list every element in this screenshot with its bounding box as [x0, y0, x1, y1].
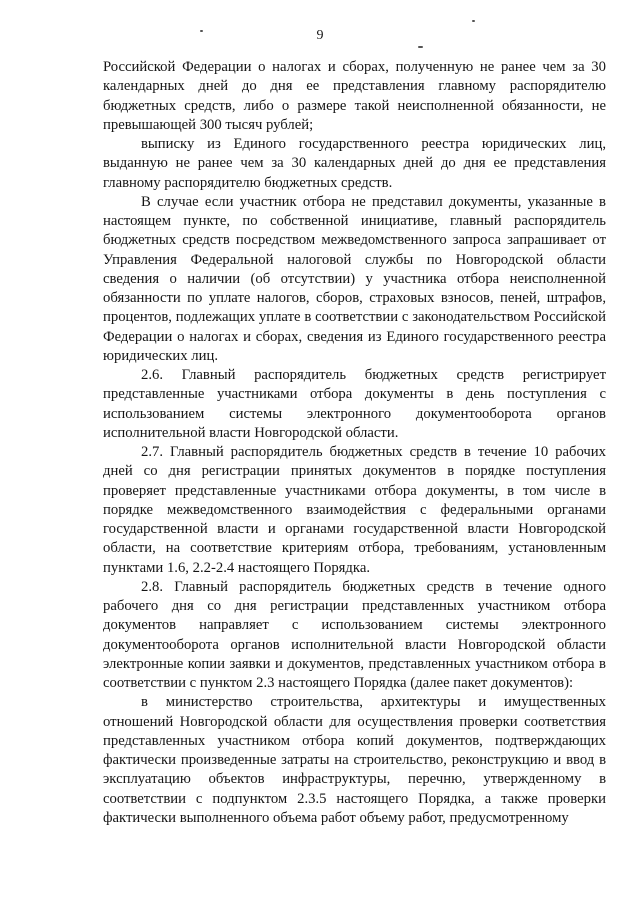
- paragraph-2-6: 2.6. Главный распорядитель бюджетных средств регистрирует представленные участниками отбора документы в день поступления с использованием системы электронного документооборота органов исполнительной власти Новгородской области.: [103, 367, 606, 441]
- paragraph-interagency-request: В случае если участник отбора не представил документы, указанные в настоящем пункте, по собственной инициативе, главный распорядитель бюджетных средств посредством межведомственного запроса запрашивает от Управления Федеральной налоговой службы по Новгородской области сведения о наличии (об отсутствии) у участника отбора неисполненной обязанности по уплате налогов, сборов, страховых взносов, пеней, штрафов, процентов, подлежащих уплате в соответствии с законодательством Российской Федерации о налогах и сборах, сведения из Единого государственного реестра юридических лиц.: [103, 193, 606, 364]
- document-body: [103, 58, 606, 828]
- paragraph-egrul-extract: выписку из Единого государственного реестра юридических лиц, выданную не ранее чем за 30 календарных дней до дня ее представления главному распорядителю бюджетных средств.: [103, 136, 606, 191]
- scan-speck: [418, 46, 423, 48]
- paragraph-2-7: 2.7. Главный распорядитель бюджетных средств в течение 10 рабочих дней со дня регистрации принятых документов в порядке поступления проверяет представленные участниками отбора документы, в том числе в порядке межведомственного взаимодействия с федеральными органами государственной власти и органами государственной власти Новгородской области, на соответствие критериям отбора, требованиям, установленным пунктами 1.6, 2.2-2.4 настоящего Порядка.: [103, 444, 606, 576]
- page-number: 9: [316, 28, 324, 43]
- paragraph-tax-certificate-continuation: Российской Федерации о налогах и сборах, полученную не ранее чем за 30 календарных дней до дня ее представления главному распорядителю бюджетных средств, либо о размере такой неисполненной обязанности, не превышающей 300 тысяч рублей;: [103, 59, 606, 133]
- scan-speck: [200, 30, 203, 32]
- paragraph-ministry-construction: в министерство строительства, архитектуры и имущественных отношений Новгородской области для осуществления проверки соответствия представленных участником отбора копий документов, подтверждающих фактически произведенные затраты на строительство, реконструкцию и ввод в эксплуатацию объектов инфраструктуры, перечню, утвержденному в соответствии с подпунктом 2.3.5 настоящего Порядка, а также проверки фактически выполненного объема работ объему работ, предусмотренному: [103, 694, 606, 826]
- paragraph-2-8: 2.8. Главный распорядитель бюджетных средств в течение одного рабочего дня со дня регистрации представленных участником отбора документов направляет с использованием системы электронного документооборота органов исполнительной власти Новгородской области электронные копии заявки и документов, представленных участником отбора в соответствии с пунктом 2.3 настоящего Порядка (далее пакет документов):: [103, 578, 606, 691]
- scan-speck: [472, 20, 475, 22]
